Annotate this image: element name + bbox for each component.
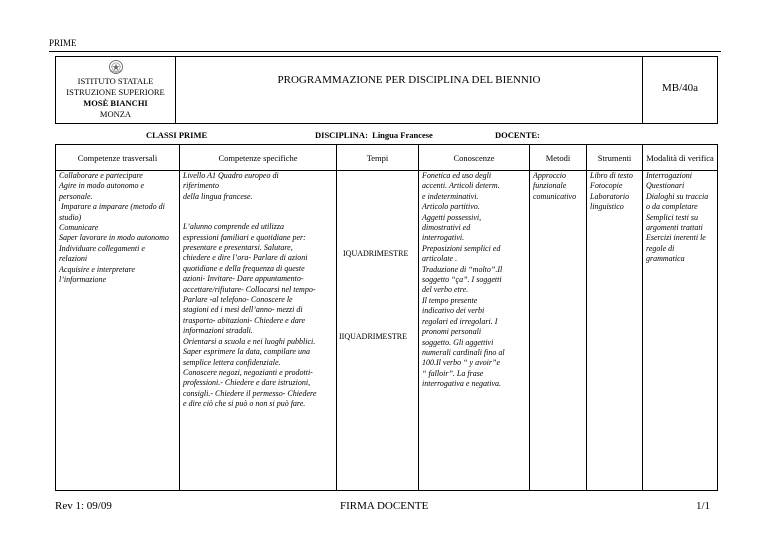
text-line: relazioni xyxy=(59,254,88,264)
text-line: Orientarsi a scuola e nei luoghi pubblici. xyxy=(183,336,316,346)
text-line: pronomi personali xyxy=(422,327,482,337)
text-line: Comunicare xyxy=(59,223,99,233)
school-line: ISTITUTO STATALE xyxy=(77,76,154,86)
text-line: Parlare -al telefono- Conoscere le xyxy=(183,295,293,305)
conoscenze-cell xyxy=(422,171,528,390)
text-line: Livello A1 Quadro europeo di xyxy=(183,171,279,180)
text-line: Interrogazioni xyxy=(646,171,692,180)
text-line: soggetto. Gli aggettivi xyxy=(422,337,494,347)
text-line: indicativo dei verbi xyxy=(422,306,485,316)
strumenti-cell xyxy=(590,171,642,213)
document-code: MB/40a xyxy=(661,82,699,94)
text-line: Aggetti possessivi, xyxy=(422,212,482,222)
document-title: PROGRAMMAZIONE PER DISCIPLINA DEL BIENNIO xyxy=(277,74,541,86)
page-number: 1/1 xyxy=(696,500,711,512)
text-line: azioni- Invitare- Dare appuntamento- xyxy=(183,274,304,284)
text-line: consigli.- Chiedere il permesso- Chiedere xyxy=(183,388,317,398)
trasversali-cell xyxy=(59,171,179,285)
header-verifica: Modalità di verifica xyxy=(646,152,714,163)
discipline-value: Lingua Francese xyxy=(372,130,433,140)
text-line: 100.Il verbo “ y avoir”e xyxy=(422,358,500,368)
text-line: Il tempo presente xyxy=(422,295,478,305)
text-line: riferimento xyxy=(183,181,219,191)
italian-republic-emblem-icon xyxy=(108,59,124,75)
top-rule xyxy=(49,51,721,52)
school-name: MOSÈ BIANCHI xyxy=(83,98,148,108)
header-competenze-specifiche: Competenze specifiche xyxy=(218,152,298,163)
text-line: Libro di testo xyxy=(590,171,633,180)
text-line: Individuare collegamenti e xyxy=(59,243,145,253)
text-line: accettare/rifiutare- Collocarsi nel tempo- xyxy=(183,284,316,294)
text-line: e dire ciò che si può o non si può fare. xyxy=(183,399,306,409)
text-line: linguistico xyxy=(590,202,624,212)
signature-label: FIRMA DOCENTE xyxy=(340,500,429,512)
text-line: funzionale xyxy=(533,181,567,191)
metodi-cell xyxy=(533,171,586,202)
text-line: Articolo partitivo. xyxy=(422,202,480,212)
text-line: e indeterminativi. xyxy=(422,191,479,201)
text-line: chiedere e dire l’ora- Parlare di azioni xyxy=(183,253,308,263)
school-line: ISTRUZIONE SUPERIORE xyxy=(66,87,165,97)
text-line: presentare e presentarsi. Salutare, xyxy=(183,243,293,253)
text-line: o da completare xyxy=(646,202,698,212)
top-label: PRIME xyxy=(49,38,77,48)
text-line: accenti. Articoli determ. xyxy=(422,181,500,191)
revision-label: Rev 1: 09/09 xyxy=(55,500,112,512)
text-line: del verbo etre. xyxy=(422,285,469,295)
text-line: Approccio xyxy=(533,171,567,180)
specifiche-cell xyxy=(183,171,335,410)
text-line: studio) xyxy=(59,212,82,222)
text-line: grammatica xyxy=(646,254,685,264)
text-line: Conoscere negozi, negozianti e prodotti- xyxy=(183,367,313,377)
text-line: L’alunno comprende ed utilizza xyxy=(183,222,284,232)
column-divider xyxy=(586,145,587,490)
text-line: semplice lettera confidenziale. xyxy=(183,357,281,367)
text-line: l’informazione xyxy=(59,275,107,285)
classes-label: CLASSI PRIME xyxy=(146,130,208,140)
header-divider xyxy=(175,57,176,123)
text-line: “ falloir”. La frase xyxy=(422,368,484,378)
header-competenze-trasversali: Competenze trasversali xyxy=(77,152,158,163)
text-line: Saper esprimere la data, compilare una xyxy=(183,347,310,357)
text-line: Dialoghi su traccia xyxy=(646,191,709,201)
text-line: professioni.- Chiedere e dare istruzioni, xyxy=(183,378,311,388)
text-line: quotidiane e della frequenza di queste xyxy=(183,263,305,273)
text-line: Fonetica ed uso degli xyxy=(422,171,492,180)
header-tempi: Tempi xyxy=(366,152,389,163)
text-line: Saper lavorare in modo autonomo xyxy=(59,233,169,243)
text-line: trasporto- abitazioni- Chiedere e dare xyxy=(183,315,306,325)
header-box xyxy=(55,56,718,124)
text-line: della lingua francese. xyxy=(183,191,253,201)
text-line: stagioni ed i mesi dell’anno- mezzi di xyxy=(183,305,303,315)
text-line: soggetto “ça”. I soggetti xyxy=(422,275,502,285)
text-line: comunicativo xyxy=(533,191,577,201)
text-line: interrogativa e negativa. xyxy=(422,379,502,389)
text-line: Semplici testi su xyxy=(646,212,698,222)
program-table xyxy=(55,144,718,491)
discipline-key: DISCIPLINA: xyxy=(315,130,368,140)
column-divider xyxy=(336,145,337,490)
text-line: interrogativi. xyxy=(422,233,465,243)
tempi-second: IIQUADRIMESTRE xyxy=(339,332,407,341)
text-line: argomenti trattati xyxy=(646,223,703,233)
text-line: personale. xyxy=(59,191,93,201)
column-divider xyxy=(418,145,419,490)
tempi-first: IQUADRIMESTRE xyxy=(343,249,409,258)
text-line: Imparare a imparare (metodo di xyxy=(59,202,165,212)
text-line: Acquisire e interpretare xyxy=(59,264,135,274)
text-line: informazioni stradali. xyxy=(183,326,253,336)
teacher-label: DOCENTE: xyxy=(495,130,540,140)
text-line: dimostrativi ed xyxy=(422,223,471,233)
text-line: articolate . xyxy=(422,254,458,264)
header-strumenti: Strumenti xyxy=(597,152,632,163)
column-divider xyxy=(529,145,530,490)
header-conoscenze: Conoscenze xyxy=(453,152,495,163)
text-line: regolari ed irregolari. I xyxy=(422,316,498,326)
column-divider xyxy=(642,145,643,490)
text-line: Collaborare e partecipare xyxy=(59,171,143,180)
header-metodi: Metodi xyxy=(545,152,571,163)
column-divider xyxy=(179,145,180,490)
verifica-cell xyxy=(646,171,716,265)
school-city: MONZA xyxy=(99,109,132,119)
text-line: Traduzione di “molto”.Il xyxy=(422,264,503,274)
text-line: Fotocopie xyxy=(590,181,623,191)
text-line: Laboratorio xyxy=(590,191,630,201)
text-line: Esercizi inerenti le xyxy=(646,233,706,243)
school-block xyxy=(56,59,175,120)
text-line: numerali cardinali fino al xyxy=(422,347,505,357)
text-line: Questionari xyxy=(646,181,685,191)
text-line: regole di xyxy=(646,243,675,253)
discipline-label xyxy=(315,130,433,140)
text-line: Agire in modo autonomo e xyxy=(59,181,145,191)
text-line: Preposizioni semplici ed xyxy=(422,243,501,253)
text-line: espressioni familiari e quotidiane per: xyxy=(183,232,306,242)
